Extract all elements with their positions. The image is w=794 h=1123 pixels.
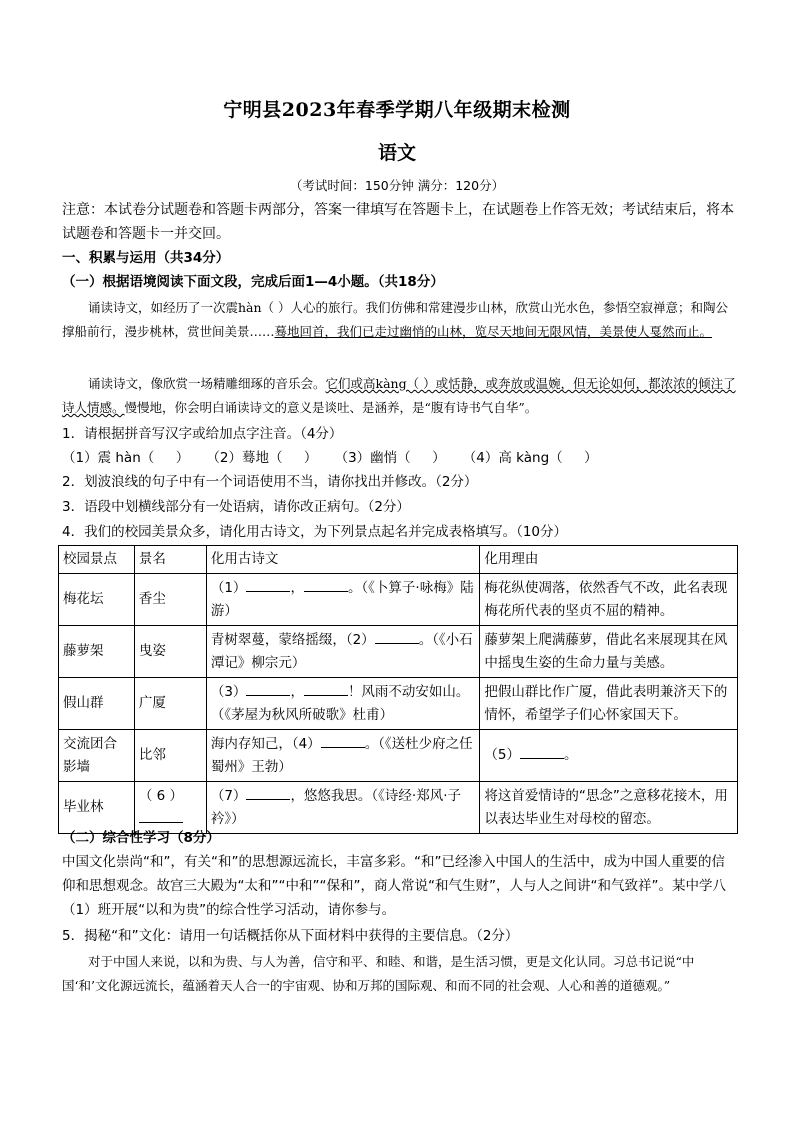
- poem-cell: （3） ， ！风雨不动安如山。（《茅屋为秋风所破歌》杜甫）: [206, 678, 480, 730]
- table-header-row: [59, 546, 738, 574]
- passage-paragraph-2: [62, 372, 738, 420]
- answer-blank[interactable]: [139, 808, 183, 823]
- table-row: [59, 730, 738, 782]
- passage-p2-end: 慢慢地，你会明白诵读诗文的意义是谈吐、是涵养，是“腹有诗书气自华”。: [124, 400, 538, 415]
- exam-time-info: （考试时间：150分钟 满分：120分）: [289, 178, 505, 193]
- reason-cell: （5） 。: [480, 730, 738, 782]
- passage-paragraph-1: [62, 296, 738, 344]
- exam-title: 宁明县2023年春季学期八年级期末检测: [223, 99, 571, 121]
- answer-blank[interactable]: [304, 681, 348, 696]
- reason-cell: 把假山群比作广厦，借此表明兼济天下的情怀，希望学子们心怀家国天下。: [480, 678, 738, 730]
- table-header-cell: 化用古诗文: [206, 546, 480, 574]
- poem-cell: 青树翠蔓，蒙络摇缀，（2） 。（《小石潭记》柳宗元）: [206, 626, 480, 678]
- poem-cell: （1） ， 。（《卜算子·咏梅》陆游）: [206, 574, 480, 626]
- name-cell: 曳姿: [134, 626, 206, 678]
- scenery-table: [58, 545, 738, 834]
- answer-blank[interactable]: [246, 577, 290, 592]
- passage-p2-wavy: 它们或高kàng（ ）或恬静，或奔放或温婉，但无论如何，都浓浓的倾注了诗人情感。: [62, 376, 736, 415]
- name-cell: 香尘: [134, 574, 206, 626]
- spot-cell: 毕业林: [59, 782, 135, 834]
- question-2: 2．划波浪线的句子中有一个词语使用不当，请你找出并修改。（2分）: [62, 474, 478, 490]
- part2-intro: 中国文化崇尚“和”，有关“和”的思想源远流长，丰富多彩。“和”已经渗入中国人的生活中，成为中国人重要的信仰和思想观念。故宫三大殿为“太和”“中和”“保和”，商人常说“和气生财”，人与人之间讲“和气致祥”。某中学八（1）班开展“以和为贵”的综合性学习活动，请你参与。: [62, 854, 726, 918]
- reason-cell: 梅花纵使凋落，依然香气不改，此名表现梅花所代表的坚贞不屈的精神。: [480, 574, 738, 626]
- reason-cell: 将这首爱情诗的“思念”之意移花接木，用以表达毕业生对母校的留恋。: [480, 782, 738, 834]
- answer-blank[interactable]: [304, 577, 348, 592]
- reason-cell: 藤萝架上爬满藤萝，借此名来展现其在风中摇曳生姿的生命力量与美感。: [480, 626, 738, 678]
- poem-cell: 海内存知己，（4） 。（《送杜少府之任蜀州》王勃）: [206, 730, 480, 782]
- question-1: 1．请根据拼音写汉字或给加点字注音。（4分）: [62, 426, 343, 442]
- passage-p1-text: 诵读诗文，如经历了一次震hàn（ ）人心的旅行。我们仿佛和常建漫步山林，欣赏山光水色，参悟空寂禅意；和陶公撑船前行，漫步桃林，赏世间美景……: [62, 300, 729, 339]
- table-row: [59, 626, 738, 678]
- table-header-cell: 化用理由: [480, 546, 738, 574]
- table-row: [59, 574, 738, 626]
- question-4: 4．我们的校园美景众多，请化用古诗文，为下列景点起名并完成表格填写。（10分）: [62, 524, 568, 540]
- name-cell: （ 6 ）: [134, 782, 206, 834]
- part1-heading: （一）根据语境阅读下面文段，完成后面1—4小题。（共18分）: [62, 274, 444, 290]
- answer-blank[interactable]: [321, 733, 365, 748]
- passage-p1-underlined: 蓦地回首，我们已走过幽悄的山林，览尽天地间无限风情，美景使人戛然而止。: [274, 324, 713, 339]
- answer-blank[interactable]: [246, 785, 290, 800]
- answer-blank[interactable]: [375, 629, 419, 644]
- table-row: [59, 678, 738, 730]
- part2-heading: （二）综合性学习（8分）: [62, 830, 220, 846]
- question-5: 5．揭秘“和”文化：请用一句话概括你从下面材料中获得的主要信息。（2分）: [62, 928, 519, 944]
- q5-material: 对于中国人来说，以和为贵、与人为善，信守和平、和睦、和谐，是生活习惯，更是文化认同。习总书记说“中国‘和’文化源远流长，蕴涵着天人合一的宇宙观、协和万邦的国际观、和而不同的社会观、人心和善的道德观。”: [62, 954, 695, 993]
- question-3: 3．语段中划横线部分有一处语病，请你改正病句。（2分）: [62, 499, 410, 515]
- table-header-cell: 景名: [134, 546, 206, 574]
- spot-cell: 假山群: [59, 678, 135, 730]
- notice-text: 注意：本试卷分试题卷和答题卡两部分，答案一律填写在答题卡上，在试题卷上作答无效；考试结束后，将本试题卷和答题卡一并交回。: [62, 202, 734, 242]
- question-1-items: （1）震 hàn（ ） （2）蓦地（ ） （3）幽悄（ ） （4）高 kàng（ ）: [62, 450, 598, 466]
- poem-cell: （7） ，悠悠我思。（《诗经·郑风·子衿》）: [206, 782, 480, 834]
- section1-heading: 一、积累与运用（共34分）: [62, 250, 230, 266]
- spot-cell: 交流团合影墙: [59, 730, 135, 782]
- answer-blank[interactable]: [246, 681, 290, 696]
- spot-cell: 梅花坛: [59, 574, 135, 626]
- answer-blank[interactable]: [520, 744, 564, 759]
- table-header-cell: 校园景点: [59, 546, 135, 574]
- passage-p2-text: 诵读诗文，像欣赏一场精雕细琢的音乐会。: [88, 376, 326, 391]
- exam-subject: 语文: [377, 142, 416, 164]
- name-cell: 广厦: [134, 678, 206, 730]
- name-cell: 比邻: [134, 730, 206, 782]
- spot-cell: 藤萝架: [59, 626, 135, 678]
